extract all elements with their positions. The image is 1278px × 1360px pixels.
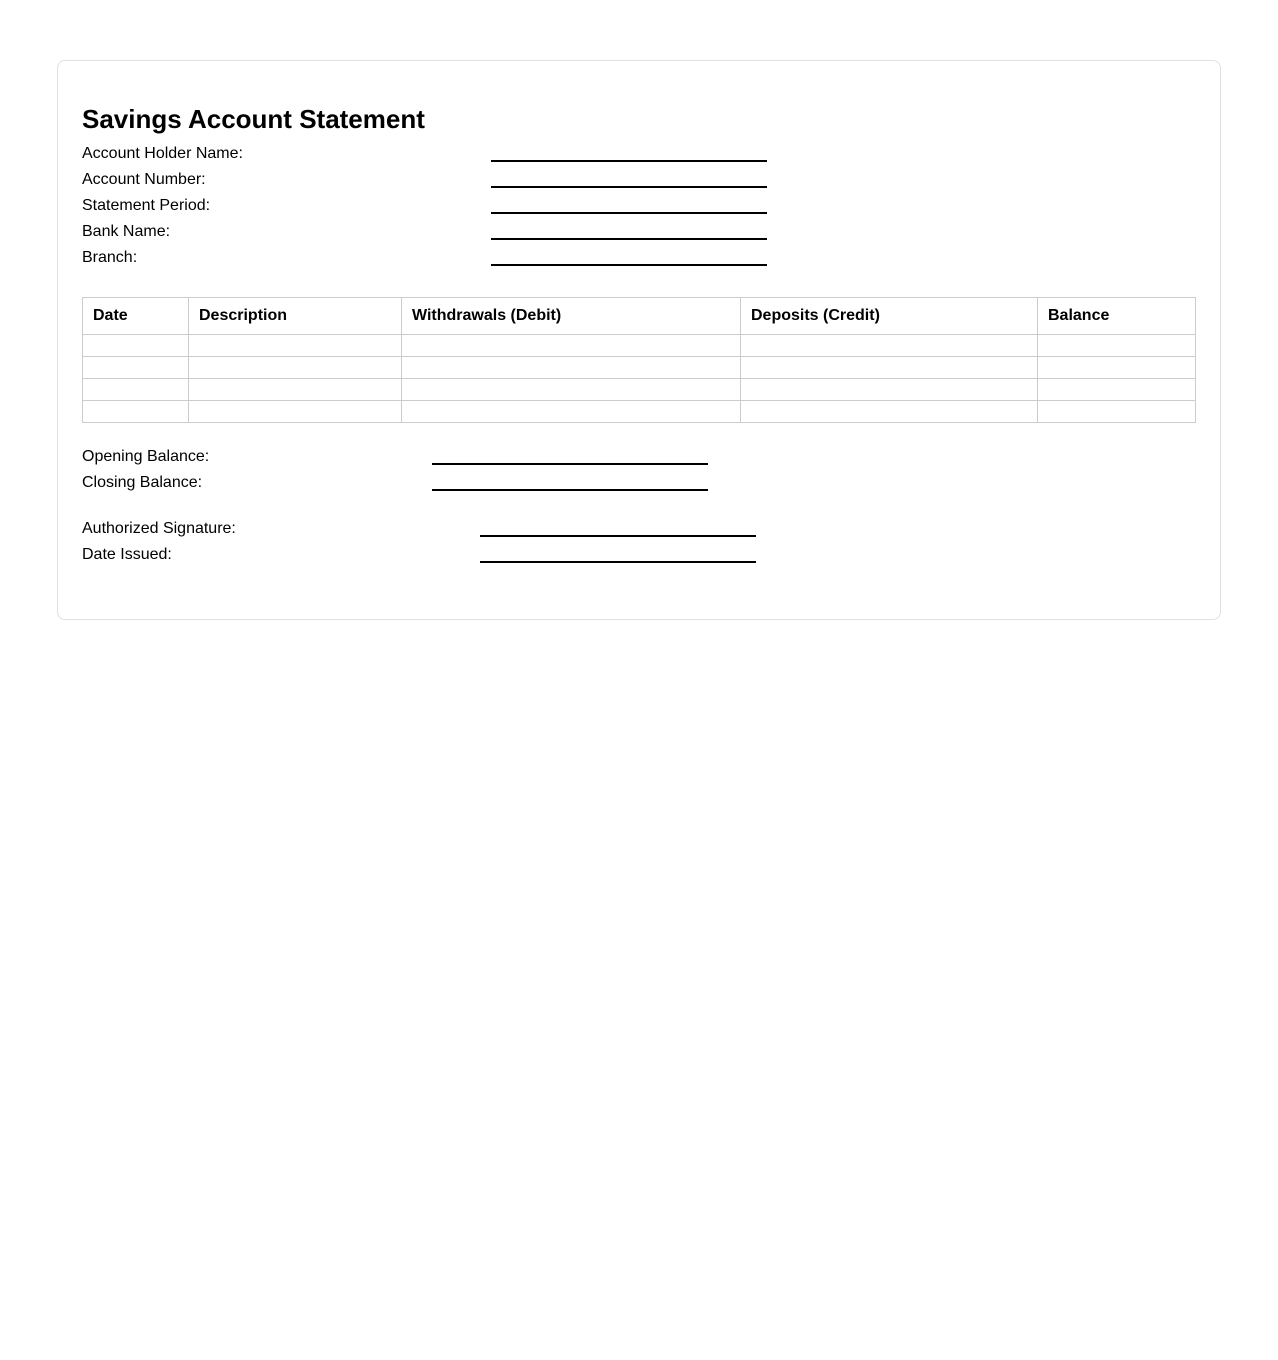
- table-cell: [1038, 357, 1196, 379]
- signature-section: [82, 516, 1196, 568]
- balance-section: [82, 444, 1196, 496]
- table-cell: [83, 401, 189, 423]
- table-cell: [741, 357, 1038, 379]
- column-header-description: Description: [189, 298, 402, 335]
- table-header-row: [83, 298, 1196, 335]
- table-cell: [83, 335, 189, 357]
- table-cell: [1038, 335, 1196, 357]
- blank-line-account-number: [491, 186, 767, 188]
- table-cell: [1038, 401, 1196, 423]
- field-row-account-holder-name: [82, 141, 1196, 167]
- field-row-statement-period: [82, 193, 1196, 219]
- field-label-date-issued: Date Issued:: [82, 546, 172, 563]
- table-row: [83, 379, 1196, 401]
- table-cell: [189, 379, 402, 401]
- blank-line-opening-balance: [432, 463, 708, 465]
- table-row: [83, 401, 1196, 423]
- table-row: [83, 357, 1196, 379]
- table-cell: [189, 335, 402, 357]
- table-cell: [83, 379, 189, 401]
- table-cell: [402, 335, 741, 357]
- blank-line-closing-balance: [432, 489, 708, 491]
- table-cell: [402, 357, 741, 379]
- field-label-authorized-signature: Authorized Signature:: [82, 520, 236, 537]
- statement-card: [57, 60, 1221, 620]
- field-label-bank-name: Bank Name:: [82, 223, 171, 240]
- column-header-balance: Balance: [1038, 298, 1196, 335]
- table-cell: [1038, 379, 1196, 401]
- field-label-closing-balance: Closing Balance:: [82, 474, 203, 491]
- page-title: Savings Account Statement: [82, 104, 425, 134]
- table-cell: [83, 357, 189, 379]
- blank-line-authorized-signature: [480, 535, 756, 537]
- blank-line-date-issued: [480, 561, 756, 563]
- table-cell: [402, 379, 741, 401]
- blank-line-bank-name: [491, 238, 767, 240]
- account-info-section: [82, 141, 1196, 271]
- blank-line-account-holder-name: [491, 160, 767, 162]
- table-cell: [189, 401, 402, 423]
- field-label-statement-period: Statement Period:: [82, 197, 211, 214]
- field-label-opening-balance: Opening Balance:: [82, 448, 210, 465]
- field-row-branch: [82, 245, 1196, 271]
- column-header-deposits: Deposits (Credit): [741, 298, 1038, 335]
- table-cell: [741, 401, 1038, 423]
- field-label-account-holder-name: Account Holder Name:: [82, 145, 243, 162]
- table-cell: [189, 357, 402, 379]
- table-cell: [402, 401, 741, 423]
- table-cell: [741, 379, 1038, 401]
- field-label-account-number: Account Number:: [82, 171, 206, 188]
- field-row-account-number: [82, 167, 1196, 193]
- table-cell: [741, 335, 1038, 357]
- field-label-branch: Branch:: [82, 249, 138, 266]
- transactions-table: [82, 297, 1196, 423]
- blank-line-statement-period: [491, 212, 767, 214]
- field-row-closing-balance: [82, 470, 1196, 496]
- field-row-opening-balance: [82, 444, 1196, 470]
- blank-line-branch: [491, 264, 767, 266]
- field-row-date-issued: [82, 542, 1196, 568]
- table-row: [83, 335, 1196, 357]
- field-row-authorized-signature: [82, 516, 1196, 542]
- field-row-bank-name: [82, 219, 1196, 245]
- column-header-withdrawals: Withdrawals (Debit): [402, 298, 741, 335]
- column-header-date: Date: [83, 298, 189, 335]
